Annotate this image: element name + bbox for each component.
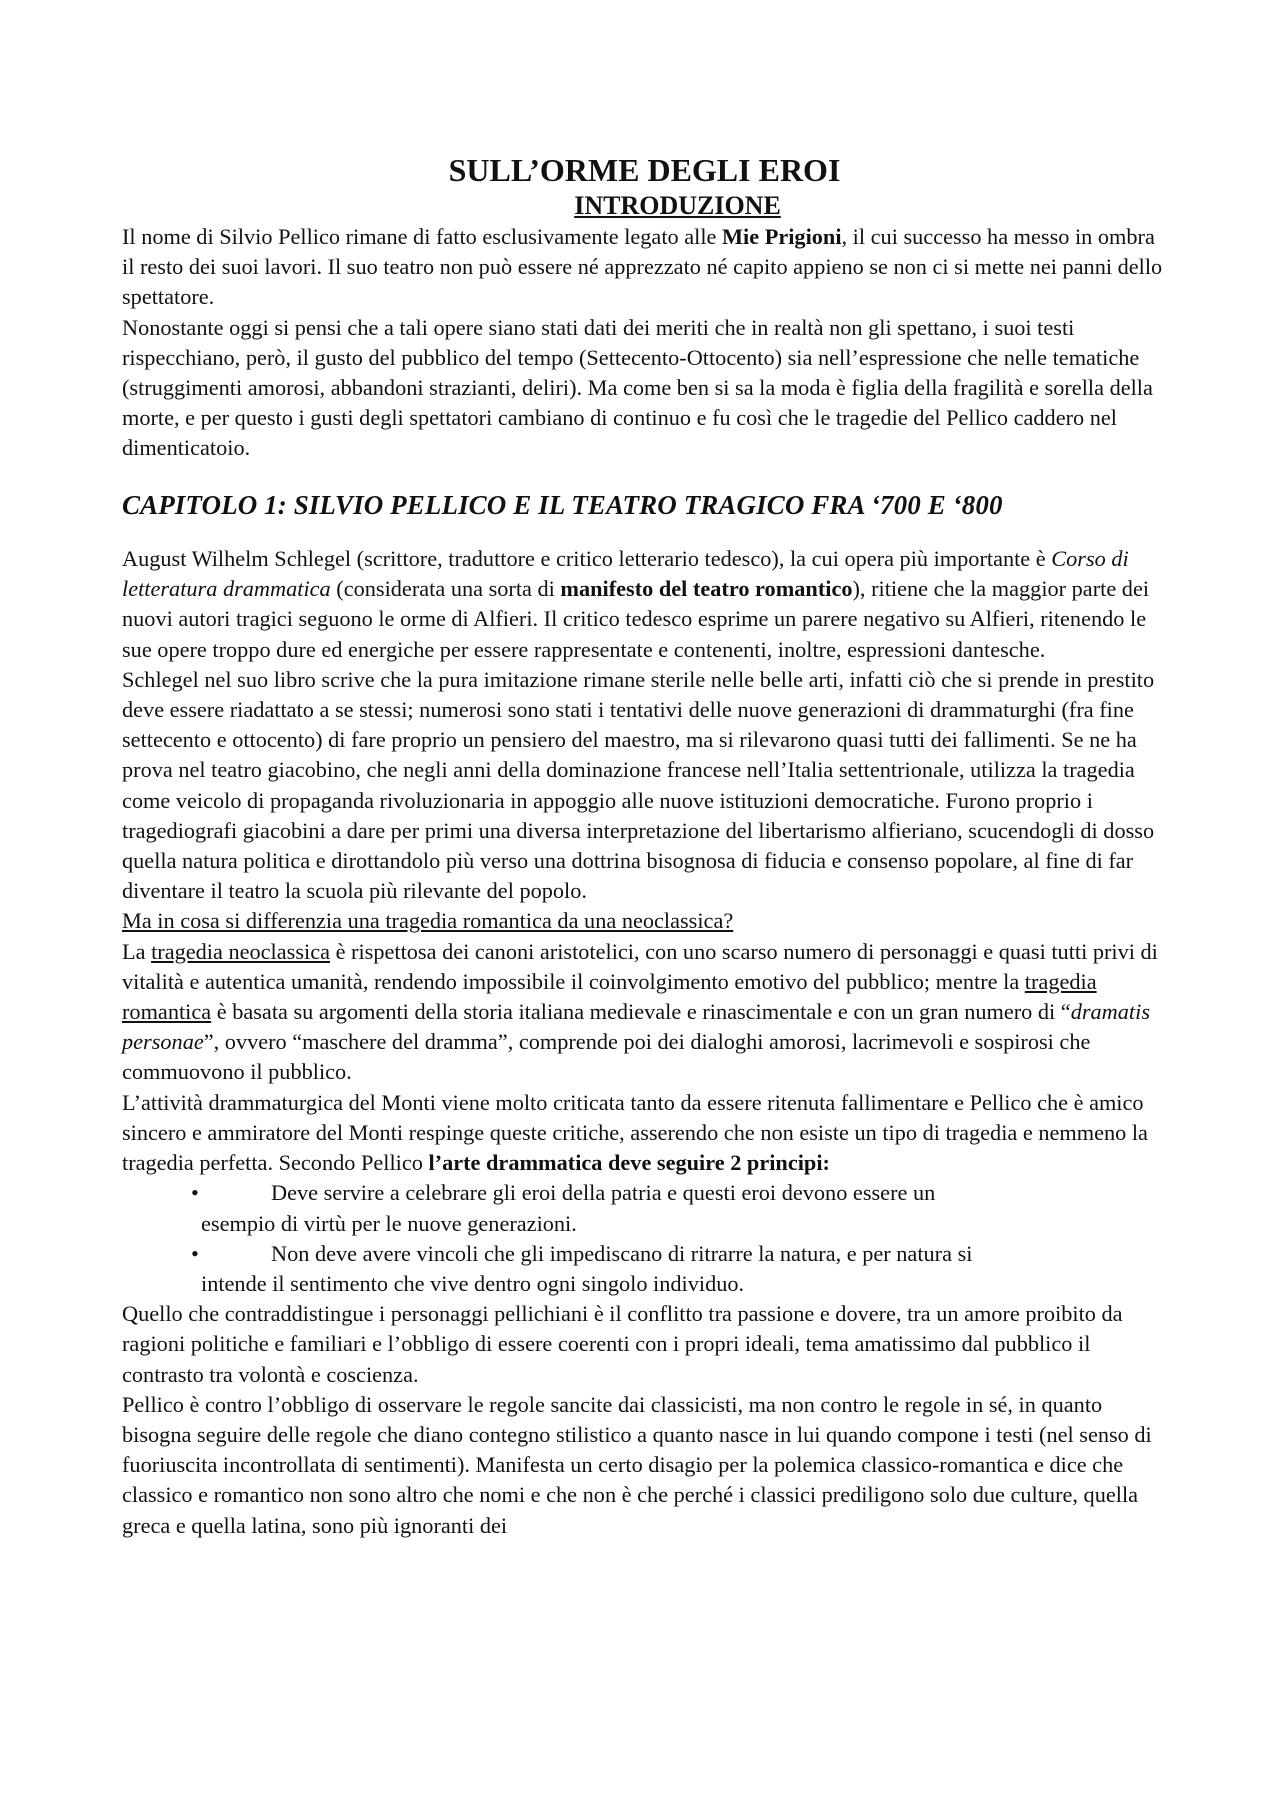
intro-paragraph-2: Nonostante oggi si pensi che a tali opere siano stati dati dei meriti che in realtà non gli spettano, i suoi testi rispecchiano, però, il gusto del pubblico del tempo (Settecento-Ottocento) sia nell’espressione che nelle tematiche (struggimenti amorosi, abbandoni strazianti, deliri). Ma come ben si sa la moda è figlia della fragilità e sorella della morte, e per questo i gusti degli spettatori cambiano di continuo e fu così che le tragedie del Pellico caddero nel dimenticatoio.: [122, 314, 1153, 461]
text-run: , il cui successo ha messo in ombra il resto dei suoi lavori. Il suo teatro non può essere né apprezzato né capito appieno se non ci si mette nei panni dello spettatore.: [122, 224, 1163, 310]
underlined-term: tragedia neoclassica: [151, 938, 330, 964]
italic-work-title: Corso di letteratura drammatica: [122, 546, 1129, 602]
text-run: ”, ovvero “maschere del dramma”, comprende poi dei dialoghi amorosi, lacrimevoli e sospirosi che commuovono il pubblico.: [122, 1029, 1091, 1085]
question-heading: Ma in cosa si differenzia una tragedia romantica da una neoclassica?: [122, 908, 734, 934]
text-run: (considerata una sorta di: [330, 576, 561, 602]
list-item: [122, 1178, 1167, 1238]
document-body: [122, 150, 1167, 1541]
chapter-paragraph-1: [122, 544, 1167, 665]
bold-phrase: manifesto del teatro romantico: [560, 576, 853, 602]
list-item-text: Deve servire a celebrare gli eroi della patria e questi eroi devono essere un: [271, 1180, 936, 1206]
chapter-paragraph-3: [122, 937, 1167, 1088]
text-run: è basata su argomenti della storia italiana medievale e rinascimentale e con un gran numero di “: [211, 999, 1071, 1025]
list-item-text: esempio di virtù per le nuove generazioni.: [201, 1210, 577, 1236]
text-run: August Wilhelm Schlegel (scrittore, traduttore e critico letterario tedesco), la cui opera più importante è: [122, 546, 1052, 572]
text-run: La: [122, 938, 152, 964]
document-title: SULL’ORME DEGLI EROI: [448, 152, 841, 188]
text-run: Il nome di Silvio Pellico rimane di fatto esclusivamente legato alle: [122, 224, 723, 249]
bold-title-mie-prigioni: Mie Prigioni: [722, 224, 842, 249]
bold-phrase: l’arte drammatica deve seguire 2 principi:: [428, 1150, 830, 1176]
intro-paragraph-1: [122, 222, 1167, 313]
chapter-paragraph-6: Pellico è contro l’obbligo di osservare le regole sancite dai classicisti, ma non contro le regole in sé, in quanto bisogna seguire delle regole che diano contegno stilistico a quanto nasce in lui quando compone i testi (nel senso di fuoriuscita incontrollata di sentimenti). Manifesta un certo disagio per la polemica classico-romantica e dice che classico e romantico non sono altro che nomi e che non è che perché i classici prediligono solo due culture, quella greca e quella latina, sono più ignoranti dei: [122, 1391, 1152, 1538]
list-item: [122, 1239, 1167, 1299]
italic-term: dramatis personae: [122, 999, 1150, 1055]
text-run: ), ritiene che la maggior parte dei nuovi autori tragici seguono le orme di Alfieri. Il critico tedesco esprime un parere negativo su Alfieri, ritenendo le sue opere troppo dure ed energiche per essere rappresentate e contenenti, inoltre, espressioni dantesche.: [122, 576, 1150, 662]
text-run: è rispettosa dei canoni aristotelici, con uno scarso numero di personaggi e quasi tutti privi di vitalità e autentica umanità, rendendo impossibile il coinvolgimento emotivo del pubblico; mentre la: [122, 938, 1158, 994]
chapter-paragraph-4: [122, 1088, 1167, 1179]
list-item-text: Non deve avere vincoli che gli impediscano di ritrarre la natura, e per natura si: [271, 1240, 973, 1266]
list-item-text: intende il sentimento che vive dentro ogni singolo individuo.: [201, 1270, 745, 1296]
bullet-icon: •: [191, 1240, 199, 1266]
bullet-icon: •: [191, 1180, 199, 1206]
underlined-term: tragedia romantica: [122, 968, 1097, 1025]
section-heading-introduzione: INTRODUZIONE: [574, 191, 781, 220]
chapter-paragraph-5: Quello che contraddistingue i personaggi pellichiani è il conflitto tra passione e dovere, tra un amore proibito da ragioni politiche e familiari e l’obbligo di essere coerenti con i propri ideali, tema amatissimo dal pubblico il contrasto tra volontà e coscienza.: [122, 1301, 1123, 1387]
text-run: L’attività drammaturgica del Monti viene molto criticata tanto da essere ritenuta fallimentare e Pellico che è amico sincero e ammiratore del Monti respinge queste critiche, asserendo che non esiste un tipo di tragedia e nemmeno la tragedia perfetta. Secondo Pellico: [122, 1089, 1148, 1176]
bullet-list: [122, 1178, 1167, 1299]
chapter-paragraph-2: Schlegel nel suo libro scrive che la pura imitazione rimane sterile nelle belle arti, infatti ciò che si prende in prestito deve essere riadattato a se stessi; numerosi sono stati i tentativi delle nuove generazioni di drammaturghi (fra fine settecento e ottocento) di fare proprio un pensiero del maestro, ma si rilevarono quasi tutti dei fallimenti. Se ne ha prova nel teatro giacobino, che negli anni della dominazione francese nell’Italia settentrionale, utilizza la tragedia come veicolo di propaganda rivoluzionaria in appoggio alle nuove istituzioni democratiche. Furono proprio i tragediografi giacobini a dare per primi una diversa interpretazione del libertarismo alfieriano, scucendogli di dosso quella natura politica e dirottandolo più verso una dottrina bisognosa di fiducia e consenso popolare, al fine di far diventare il teatro la scuola più rilevante del popolo.: [122, 666, 1155, 904]
chapter-heading: CAPITOLO 1: SILVIO PELLICO E IL TEATRO TRAGICO FRA ‘700 E ‘800: [122, 489, 1003, 520]
